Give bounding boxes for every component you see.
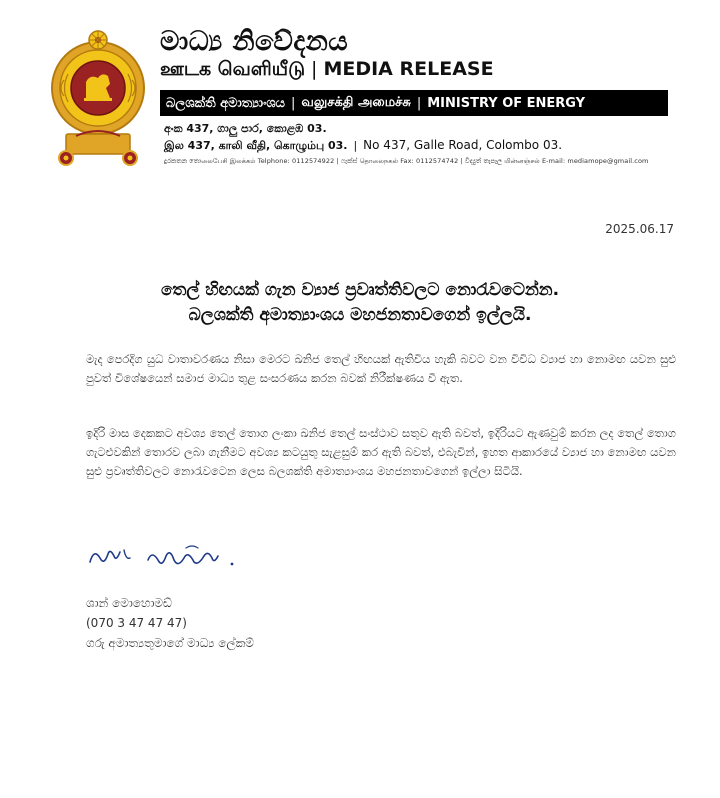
signatory-phone: (070 3 47 47 47) (86, 616, 187, 630)
title-subline (160, 58, 494, 83)
separator: | (311, 58, 318, 80)
address-sinhala: අංක 437, ගාලු පාර, කොළඹ 03. (164, 122, 327, 135)
title-tamil: ஊடக வெளியீடு (160, 58, 306, 80)
ministry-bar (160, 90, 668, 116)
body-paragraph-2: ඉදිරි මාස දෙකකට අවශ්‍ය තෙල් තොග ලංකා ඛනිජ තෙල් සංස්ථාව සතුව ඇති බවත්, ඉදිරියට ඇණවුම් කරන ලද තෙල් තොග ගැටළුවකින් තොරව ලබා ගැනීමට අවශ්‍ය කටයුතු සැළසුම් කර ඇති බවත්, එබැවින්, ඉහත ආකාරයේ ව්‍යාජ හා නොමඟ යවන සුළු ප්‍රවෘත්තිවලට නොරැවටෙන ලෙස බලශක්ති අමාත්‍යාංශය මහජනතාවගෙන් ඉල්ලා සිටියි. (86, 426, 676, 478)
sri-lanka-emblem-icon (48, 26, 148, 170)
release-date: 2025.06.17 (605, 222, 674, 236)
separator: | (291, 95, 296, 111)
separator: | (416, 95, 422, 111)
signatory-title: ගරු අමාත්‍යතුමාගේ මාධ්‍ය ලේකම් (86, 636, 254, 650)
body-paragraph-1: මැද පෙරදිග යුධ වාතාවරණය නිසා මෙරට ඛනිජ තෙල් හිඟයක් ඇතිවිය හැකි බවට වන විවිධ ව්‍යාජ හා නොමඟ යවන සුළු පුවත් විශේෂයෙන් සමාජ මාධ්‍ය තුළ සංසරණය කරන බවක් නිරීක්ෂණය වී ඇත. (86, 352, 676, 385)
address-english: No 437, Galle Road, Colombo 03. (363, 138, 563, 152)
handwritten-signature (86, 540, 246, 580)
headline-line-1: තෙල් හිඟයක් ගැන ව්‍යාජ ප්‍රවෘත්තිවලට නොරැවටෙන්න. (160, 280, 560, 300)
contact-line: දුරකතන තොலைபேசி இலக்கம் Telphone: 0112574922 | ෆැක්ස් தொலைநகல் Fax: 0112574742 | විද්‍යුත් තැපෑල மின்னஞ்சல் E-mail: mediamope@gmail.com (164, 157, 649, 165)
ministry-sinhala: බලශක්ති අමාත්‍යාංශය (166, 95, 286, 111)
title-english: MEDIA RELEASE (323, 58, 494, 80)
signatory-name: ශාන් මොහොමඩ් (86, 596, 172, 610)
ministry-english: MINISTRY OF ENERGY (427, 95, 586, 111)
separator: | (353, 139, 358, 152)
address-tamil: இல 437, காலி வீதி, கொழும்பு 03. (164, 139, 348, 152)
title-sinhala: මාධ්‍ය නිවේදනය (160, 26, 349, 57)
address-line (164, 138, 562, 154)
headline-line-2: බලශක්ති අමාත්‍යාංශය මහජනතාවගෙන් ඉල්ලයි. (188, 305, 532, 325)
ministry-tamil: வலுசக்தி அமைச்சு (301, 95, 411, 110)
headline (0, 278, 720, 328)
